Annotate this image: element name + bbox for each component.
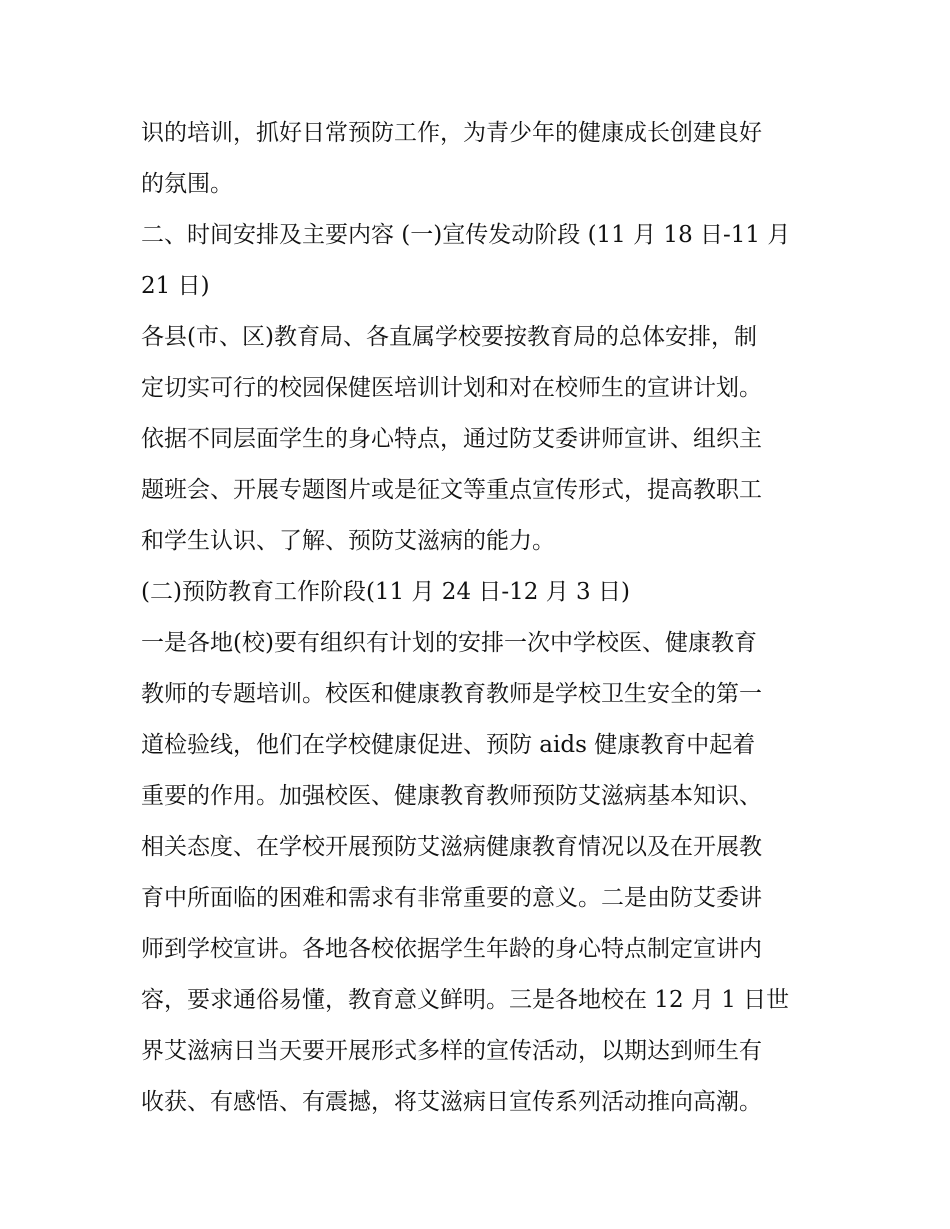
text-line: 的氛围。 — [141, 171, 233, 197]
text-line: 重要的作用。加强校医、健康教育教师预防艾滋病基本知识、 — [141, 783, 762, 809]
text-line: 道检验线，他们在学校健康促进、预防 aids 健康教育中起着 — [141, 732, 756, 758]
text-line: 一是各地(校)要有组织有计划的安排一次中学校医、健康教育 — [141, 630, 757, 656]
document-body — [141, 108, 821, 1128]
section-heading-line: 二、时间安排及主要内容 (一)宣传发动阶段 (11 月 18 日-11 月 — [141, 222, 791, 248]
text-line: 容，要求通俗易懂，教育意义鲜明。三是各地校在 12 月 1 日世 — [141, 987, 790, 1013]
text-line: 界艾滋病日当天要开展形式多样的宣传活动，以期达到师生有 — [141, 1038, 762, 1064]
text-line: 各县(市、区)教育局、各直属学校要按教育局的总体安排，制 — [141, 324, 757, 350]
text-line: 定切实可行的校园保健医培训计划和对在校师生的宣讲计划。 — [141, 375, 762, 401]
text-line: 依据不同层面学生的身心特点，通过防艾委讲师宣讲、组织主 — [141, 426, 762, 452]
section-heading-line: 21 日) — [141, 273, 210, 299]
text-line: 相关态度、在学校开展预防艾滋病健康教育情况以及在开展教 — [141, 834, 762, 860]
text-line: 教师的专题培训。校医和健康教育教师是学校卫生安全的第一 — [141, 681, 762, 707]
text-line: 师到学校宣讲。各地各校依据学生年龄的身心特点制定宣讲内 — [141, 936, 762, 962]
text-line: 育中所面临的困难和需求有非常重要的意义。二是由防艾委讲 — [141, 885, 762, 911]
text-line: 收获、有感悟、有震撼，将艾滋病日宣传系列活动推向高潮。 — [141, 1089, 762, 1115]
text-line: 和学生认识、了解、预防艾滋病的能力。 — [141, 528, 555, 554]
subsection-heading-line: (二)预防教育工作阶段(11 月 24 日-12 月 3 日) — [141, 579, 630, 605]
text-line: 题班会、开展专题图片或是征文等重点宣传形式，提高教职工 — [141, 477, 762, 503]
text-line: 识的培训，抓好日常预防工作，为青少年的健康成长创建良好 — [141, 120, 762, 146]
